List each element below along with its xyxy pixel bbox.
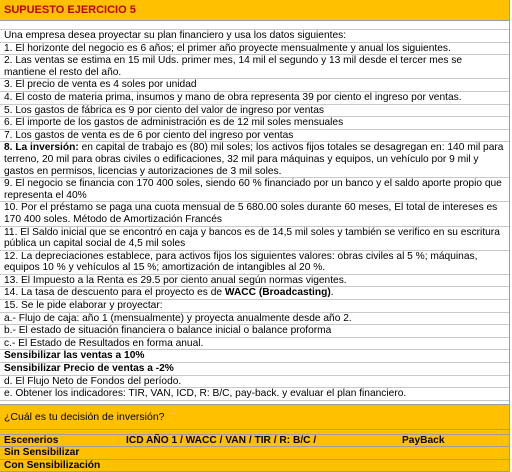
item-row: 3. El precio de venta es 4 soles por unidad: [0, 79, 510, 92]
item-row: e. Obtener los indicadores: TIR, VAN, ICD, R: B/C, pay-back. y evaluar el plan financiero.: [0, 388, 510, 401]
discount-rate-row: [0, 287, 510, 300]
item-row: 6. El importe de los gastos de administración es de 12 mil soles mensuales: [0, 117, 510, 130]
scenario-label: Con Sensibilización: [4, 459, 101, 471]
item-row: c.- El Estado de Resultados en forma anual.: [0, 338, 510, 351]
scenario-label: Sin Sensibilizar: [4, 447, 80, 459]
item-row: 4. El costo de materia prima, insumos y mano de obra representa 39 por ciento el ingreso por ventas.: [0, 92, 510, 105]
item-row: b.- El estado de situación financiera o balance inicial o balance proforma: [0, 325, 510, 338]
item-row: 15. Se le pide elaborar y proyectar:: [0, 300, 510, 313]
sensitivity-row: Sensibilizar las ventas a 10%: [0, 350, 510, 363]
table-row: [0, 447, 510, 460]
decision-question: [0, 404, 510, 430]
investment-row: [0, 142, 510, 178]
table-row: [0, 460, 510, 472]
item-row: 13. El Impuesto a la Renta es 29.5 por ciento anual según normas vigentes.: [0, 275, 510, 288]
sheet-border: [509, 0, 510, 470]
metrics-header: ICD AÑO 1 / WACC / VAN / TIR / R: B/C /: [126, 434, 317, 446]
item-row: 2. Las ventas se estima en 15 mil Uds. primer mes, 14 mil el segundo y 13 mil desde el tercer mes se mantiene el resto del año.: [0, 55, 510, 79]
exercise-title: [0, 0, 510, 21]
title-text: SUPUESTO EJERCICIO 5: [4, 4, 136, 16]
item-row: 11. El Saldo inicial que se encontró en caja y bancos es de 14,5 mil soles y también se verifico en su escritura pública un capital social de 4,5 mil soles: [0, 227, 510, 251]
item-row: 5. Los gastos de fábrica es 9 por ciento del valor de ingreso por ventas: [0, 105, 510, 118]
wacc-label: WACC (Broadcasting): [224, 287, 331, 299]
question-text: ¿Cuál es tu decisión de inversión?: [4, 410, 165, 423]
item-row: 9. El negocio se financia con 170 400 soles, siendo 60 % financiado por un banco y el saldo aporte propio que representa el 40%: [0, 178, 510, 202]
scenarios-label: Escenerios: [4, 434, 59, 446]
results-table-header: [0, 435, 510, 448]
sensitivity-row: Sensibilizar Precio de ventas a -2%: [0, 363, 510, 376]
item-row: a.- Flujo de caja: año 1 (mensualmente) y proyecta anualmente desde año 2.: [0, 313, 510, 326]
intro-row: Una empresa desea proyectar su plan financiero y usa los datos siguientes:: [0, 30, 510, 43]
item-row: 10. Por el préstamo se paga una cuota mensual de 5 680.00 soles durante 60 meses, El total de intereses es 170 400 soles. Método de Amortización Francés: [0, 202, 510, 226]
item-row: 1. El horizonte del negocio es 6 años; el primer año proyecte mensualmente y anual los siguientes.: [0, 43, 510, 56]
item-row: 12. La depreciaciones establece, para activos fijos los siguientes valores: obras civiles al 5 %; máquinas, equipos 10 % y vehículos al 15 %; amortización de intangibles al 20 %.: [0, 251, 510, 275]
blank-row: [0, 21, 510, 30]
investment-details: en capital de trabajo es (80) mil soles; los activos fijos totales se desagregan en: 140 mil para terreno, 20 mil para obras civiles o edificaciones, 32 mil para máquinas y equipos, un vehículo por 9 mil y gastos en permisos, licencias y autorizaciones de 3 mil soles.: [4, 142, 504, 177]
item-row: d. El Flujo Neto de Fondos del período.: [0, 376, 510, 389]
item-row: 7. Los gastos de venta es de 6 por ciento del ingreso por ventas: [0, 130, 510, 143]
payback-header: PayBack: [402, 434, 445, 446]
investment-lead: 8. La inversión:: [4, 142, 79, 154]
discount-rate-end: .: [330, 287, 334, 299]
discount-rate-text: 14. La tasa de descuento para el proyecto es de: [4, 287, 225, 299]
